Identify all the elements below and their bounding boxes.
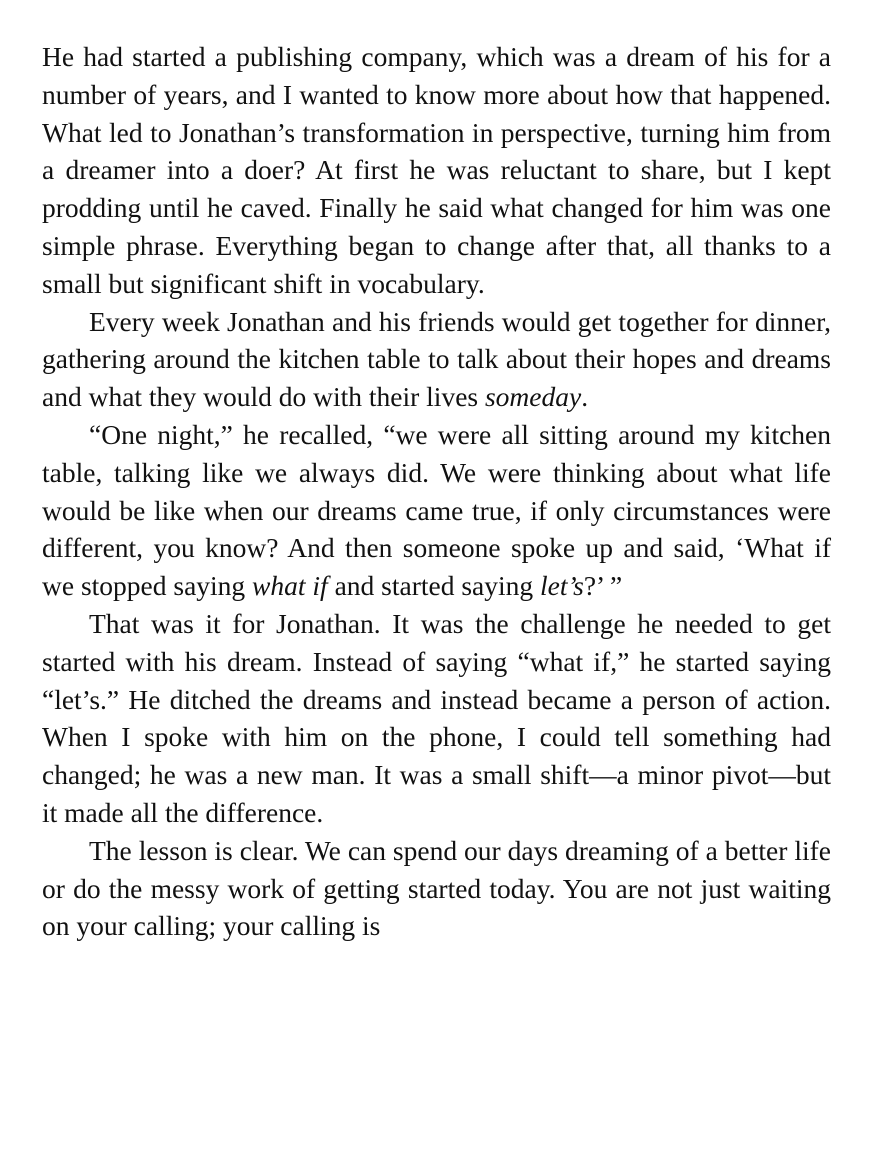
text-run: “One night,” he recalled, “we were all sitting around my kitchen table, talking like we always did. We were thinking about what life would be like when our dreams came true, if only circumstances were different, you know? And then someone spoke up and said, ‘What if we stopped saying <box>42 418 831 602</box>
text-run: and started saying <box>327 570 540 602</box>
text-run: He had started a publishing company, which was a dream of his for a number of years, and I wanted to know more about how that happened. What led to Jonathan’s transformation in perspective, turning him from a dreamer into a doer? At first he was reluctant to share, but I kept prodding until he caved. Finally he said what changed for him was one simple phrase. Everything began to change after that, all thanks to a small but significant shift in vocabulary. <box>42 41 831 299</box>
italic-text-run: what if <box>252 570 328 602</box>
paragraph-2 <box>42 303 831 416</box>
text-run: ?’ ” <box>583 570 623 602</box>
text-run: The lesson is clear. We can spend our days dreaming of a better life or do the messy work of getting started today. You are not just waiting on your calling; your calling is <box>42 834 831 942</box>
paragraph-5 <box>42 832 831 945</box>
text-run: Every week Jonathan and his friends would get together for dinner, gathering around the kitchen table to talk about their hopes and dreams and what they would do with their lives <box>42 305 831 413</box>
text-run: . <box>581 381 589 413</box>
italic-text-run: let’s <box>540 570 584 602</box>
paragraph-3 <box>42 416 831 605</box>
italic-text-run: someday <box>484 381 582 413</box>
paragraph-4 <box>42 605 831 832</box>
text-run: That was it for Jonathan. It was the challenge he needed to get started with his dream. Instead of saying “what if,” he started saying “let’s.” He ditched the dreams and instead became a person of action. When I spoke with him on the phone, I could tell something had changed; he was a new man. It was a small shift—a minor pivot—but it made all the difference. <box>42 607 831 828</box>
paragraph-1 <box>42 38 831 303</box>
book-page <box>42 38 831 945</box>
